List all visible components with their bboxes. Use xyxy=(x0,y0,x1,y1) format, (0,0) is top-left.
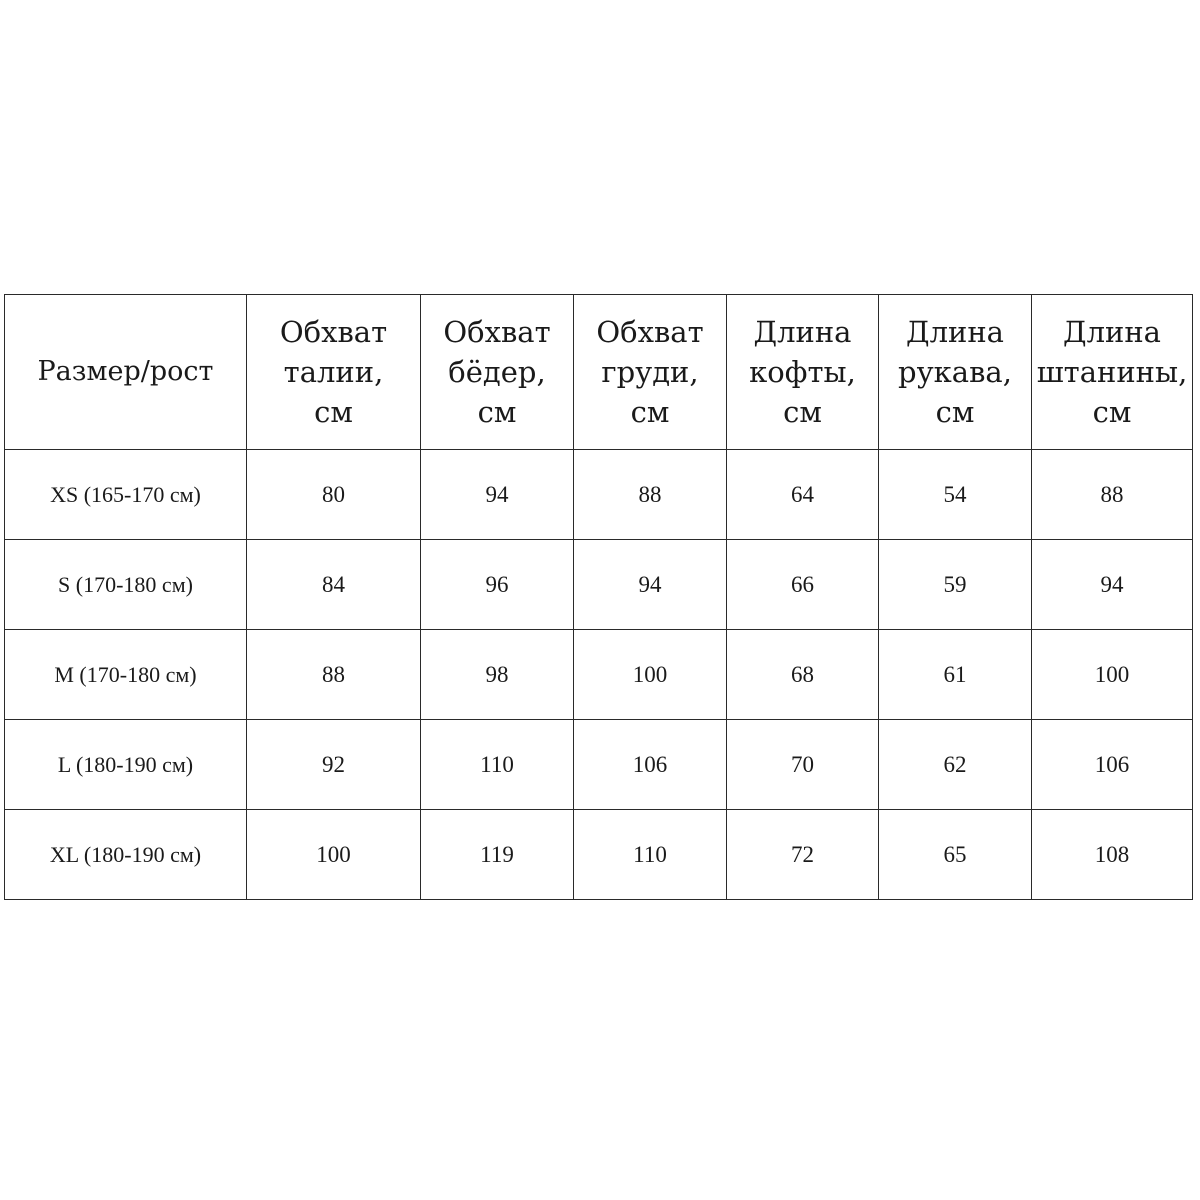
sleeve-length-cell: 65 xyxy=(879,810,1032,900)
sleeve-length-cell: 54 xyxy=(879,450,1032,540)
chest-cell: 106 xyxy=(574,720,727,810)
size-chart-table xyxy=(4,294,1193,900)
hips-cell: 94 xyxy=(421,450,574,540)
header-line: см xyxy=(783,395,822,429)
header-line: Размер/рост xyxy=(37,356,214,387)
sleeve-length-cell: 59 xyxy=(879,540,1032,630)
chest-cell: 100 xyxy=(574,630,727,720)
waist-cell: 92 xyxy=(247,720,421,810)
waist-cell: 84 xyxy=(247,540,421,630)
header-line: см xyxy=(477,395,517,429)
hips-cell: 119 xyxy=(421,810,574,900)
waist-cell: 88 xyxy=(247,630,421,720)
header-line: кофты, xyxy=(749,355,856,389)
table-row xyxy=(5,720,1193,810)
header-line: Длина xyxy=(753,315,852,349)
header-line: Обхват xyxy=(279,315,388,349)
chest-cell: 88 xyxy=(574,450,727,540)
top-length-cell: 68 xyxy=(727,630,879,720)
header-line: груди, xyxy=(601,355,699,389)
top-length-cell: 66 xyxy=(727,540,879,630)
header-line: Длина xyxy=(906,315,1004,349)
size-cell: M (170-180 см) xyxy=(5,630,247,720)
table-row xyxy=(5,540,1193,630)
sleeve-length-cell: 61 xyxy=(879,630,1032,720)
header-hips xyxy=(421,295,574,450)
hips-cell: 110 xyxy=(421,720,574,810)
header-top-length xyxy=(727,295,879,450)
top-length-cell: 72 xyxy=(727,810,879,900)
header-waist xyxy=(247,295,421,450)
size-cell: XS (165-170 см) xyxy=(5,450,247,540)
leg-length-cell: 108 xyxy=(1032,810,1193,900)
hips-cell: 98 xyxy=(421,630,574,720)
chest-cell: 110 xyxy=(574,810,727,900)
header-line: см xyxy=(314,395,353,429)
header-line: бёдер, xyxy=(448,355,546,389)
header-sleeve-length xyxy=(879,295,1032,450)
top-length-cell: 64 xyxy=(727,450,879,540)
header-row xyxy=(5,295,1193,450)
table-row xyxy=(5,450,1193,540)
hips-cell: 96 xyxy=(421,540,574,630)
header-line: рукава, xyxy=(898,355,1012,389)
header-line: Обхват xyxy=(596,315,704,349)
size-cell: S (170-180 см) xyxy=(5,540,247,630)
sleeve-length-cell: 62 xyxy=(879,720,1032,810)
header-line: см xyxy=(935,395,975,429)
leg-length-cell: 94 xyxy=(1032,540,1193,630)
size-cell: L (180-190 см) xyxy=(5,720,247,810)
header-size-height xyxy=(5,295,247,450)
waist-cell: 100 xyxy=(247,810,421,900)
header-line: см xyxy=(1092,395,1132,429)
leg-length-cell: 106 xyxy=(1032,720,1193,810)
header-line: штанины, xyxy=(1036,355,1188,389)
size-cell: XL (180-190 см) xyxy=(5,810,247,900)
header-line: талии, xyxy=(283,355,384,389)
waist-cell: 80 xyxy=(247,450,421,540)
header-chest xyxy=(574,295,727,450)
table-row xyxy=(5,810,1193,900)
leg-length-cell: 88 xyxy=(1032,450,1193,540)
table-row xyxy=(5,630,1193,720)
header-leg-length xyxy=(1032,295,1193,450)
top-length-cell: 70 xyxy=(727,720,879,810)
header-line: Длина xyxy=(1063,315,1161,349)
chest-cell: 94 xyxy=(574,540,727,630)
header-line: Обхват xyxy=(443,315,551,349)
header-line: см xyxy=(630,395,670,429)
leg-length-cell: 100 xyxy=(1032,630,1193,720)
